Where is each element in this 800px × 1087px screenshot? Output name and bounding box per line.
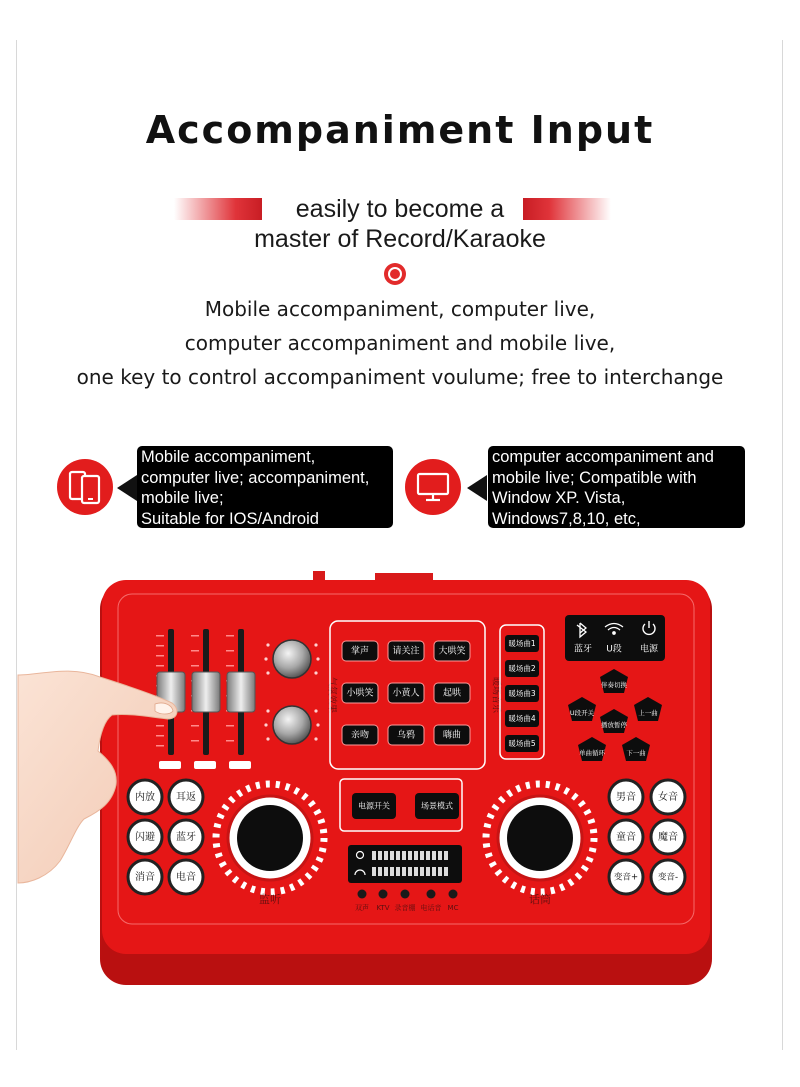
playback-label-4: 播放暂停	[601, 721, 627, 729]
warmup-label-5: 暖场曲5	[508, 739, 536, 748]
left-label-1: 内放	[135, 792, 155, 803]
left-label-3: 闪避	[135, 832, 155, 843]
mode-label-5: MC	[447, 904, 459, 912]
feature2-box	[488, 446, 745, 528]
warmup-label-3: 暖场曲3	[508, 689, 536, 698]
status-label-power: 电源	[639, 644, 659, 655]
right-label-2: 女音	[658, 792, 678, 803]
feature1-line2: computer live; accompaniment,	[141, 468, 370, 487]
feature2-line1: computer accompaniment and	[492, 448, 714, 466]
description-line2: computer accompaniment and mobile live,	[184, 331, 616, 355]
fader-label-1	[159, 761, 181, 769]
warmup-label-2: 暖场曲2	[508, 664, 536, 673]
effect-label-3: 大哄笑	[438, 646, 466, 657]
monitor-knob-label: 监听	[259, 893, 281, 906]
effect-label-4: 小哄笑	[346, 688, 374, 699]
playback-label-5: 单曲循环	[579, 749, 605, 757]
right-label-4: 魔音	[658, 832, 678, 843]
warmup-label-4: 暖场曲4	[508, 714, 536, 723]
right-label-5: 变音+	[613, 872, 639, 883]
effect-knob-top[interactable]	[273, 640, 311, 678]
right-label-3: 童音	[616, 832, 636, 843]
fader-label-3	[229, 761, 251, 769]
page-title: Accompaniment Input	[145, 108, 655, 152]
effect-label-1: 掌声	[350, 646, 370, 657]
mobile-phones-icon	[57, 459, 113, 515]
fader-handle-3[interactable]	[227, 672, 255, 712]
target-icon	[384, 263, 406, 285]
status-label-u: U段	[606, 644, 622, 655]
feature1-line4: Suitable for IOS/Android	[141, 509, 319, 528]
playback-label-3: 上一曲	[638, 709, 658, 717]
feature2-line3: Window XP. Vista,	[492, 489, 626, 507]
level-meter	[348, 845, 462, 883]
feature1-line1: Mobile accompaniment,	[141, 448, 316, 466]
effect-label-5: 小黄人	[392, 688, 420, 699]
feature2-line2: mobile live; Compatible with	[492, 468, 697, 487]
feature2-pointer	[467, 475, 487, 501]
effect-label-2: 请关注	[392, 646, 420, 657]
mode-label-3: 录音棚	[394, 904, 416, 912]
fader-label-2	[194, 761, 216, 769]
description-line1: Mobile accompaniment, computer live,	[204, 297, 596, 321]
effect-label-8: 乌鸦	[396, 730, 416, 741]
feature1-line3: mobile live;	[141, 489, 224, 507]
feature1-pointer	[117, 475, 137, 501]
playback-label-2: U段开关	[569, 709, 595, 717]
mic-knob-cap	[507, 805, 573, 871]
playback-label-1: 伴奏切换	[601, 681, 627, 689]
mode-button-4[interactable]	[427, 890, 436, 899]
computer-monitor-icon	[405, 459, 461, 515]
left-label-5: 消音	[135, 872, 155, 883]
sound-card-device	[0, 565, 800, 985]
power-switch-label: 电源开关	[358, 801, 390, 811]
effects-side-label: 气氛效果	[326, 676, 337, 714]
effect-label-6: 起哄	[442, 688, 462, 699]
status-label-bluetooth: 蓝牙	[573, 644, 593, 655]
left-label-4: 蓝牙	[176, 832, 196, 843]
feature2-line4: Windows7,8,10, etc,	[492, 509, 641, 528]
mode-button-3[interactable]	[401, 890, 410, 899]
effects-pad-grid	[342, 641, 470, 745]
warmup-label-1: 暖场曲1	[508, 639, 536, 648]
tagline-line1: easily to become a	[295, 195, 505, 223]
effect-knob-bottom[interactable]	[273, 706, 311, 744]
left-label-2: 耳返	[176, 792, 196, 803]
effect-label-9: 嗨曲	[442, 730, 462, 741]
fader-handle-2[interactable]	[192, 672, 220, 712]
monitor-knob-cap	[237, 805, 303, 871]
playback-label-6: 下一曲	[626, 749, 646, 757]
right-label-6: 变音-	[657, 872, 679, 883]
mode-label-1: 双声	[355, 904, 369, 912]
warmup-side-label: 暖场音乐	[490, 676, 501, 714]
mode-button-5[interactable]	[449, 890, 458, 899]
feature1-box	[137, 446, 393, 528]
mode-button-1[interactable]	[358, 890, 367, 899]
mode-button-2[interactable]	[379, 890, 388, 899]
mic-knob-label: 话筒	[529, 893, 551, 906]
scene-mode-label: 场景模式	[421, 801, 453, 811]
tagline-line2: master of Record/Karaoke	[254, 225, 546, 253]
right-label-1: 男音	[616, 792, 636, 803]
mode-label-4: 电话音	[420, 904, 442, 912]
left-label-6: 电音	[176, 872, 196, 883]
effect-label-7: 亲吻	[350, 730, 370, 741]
mode-label-2: KTV	[376, 904, 390, 912]
description-line3: one key to control accompaniment voulume; free to interchange	[76, 365, 724, 389]
